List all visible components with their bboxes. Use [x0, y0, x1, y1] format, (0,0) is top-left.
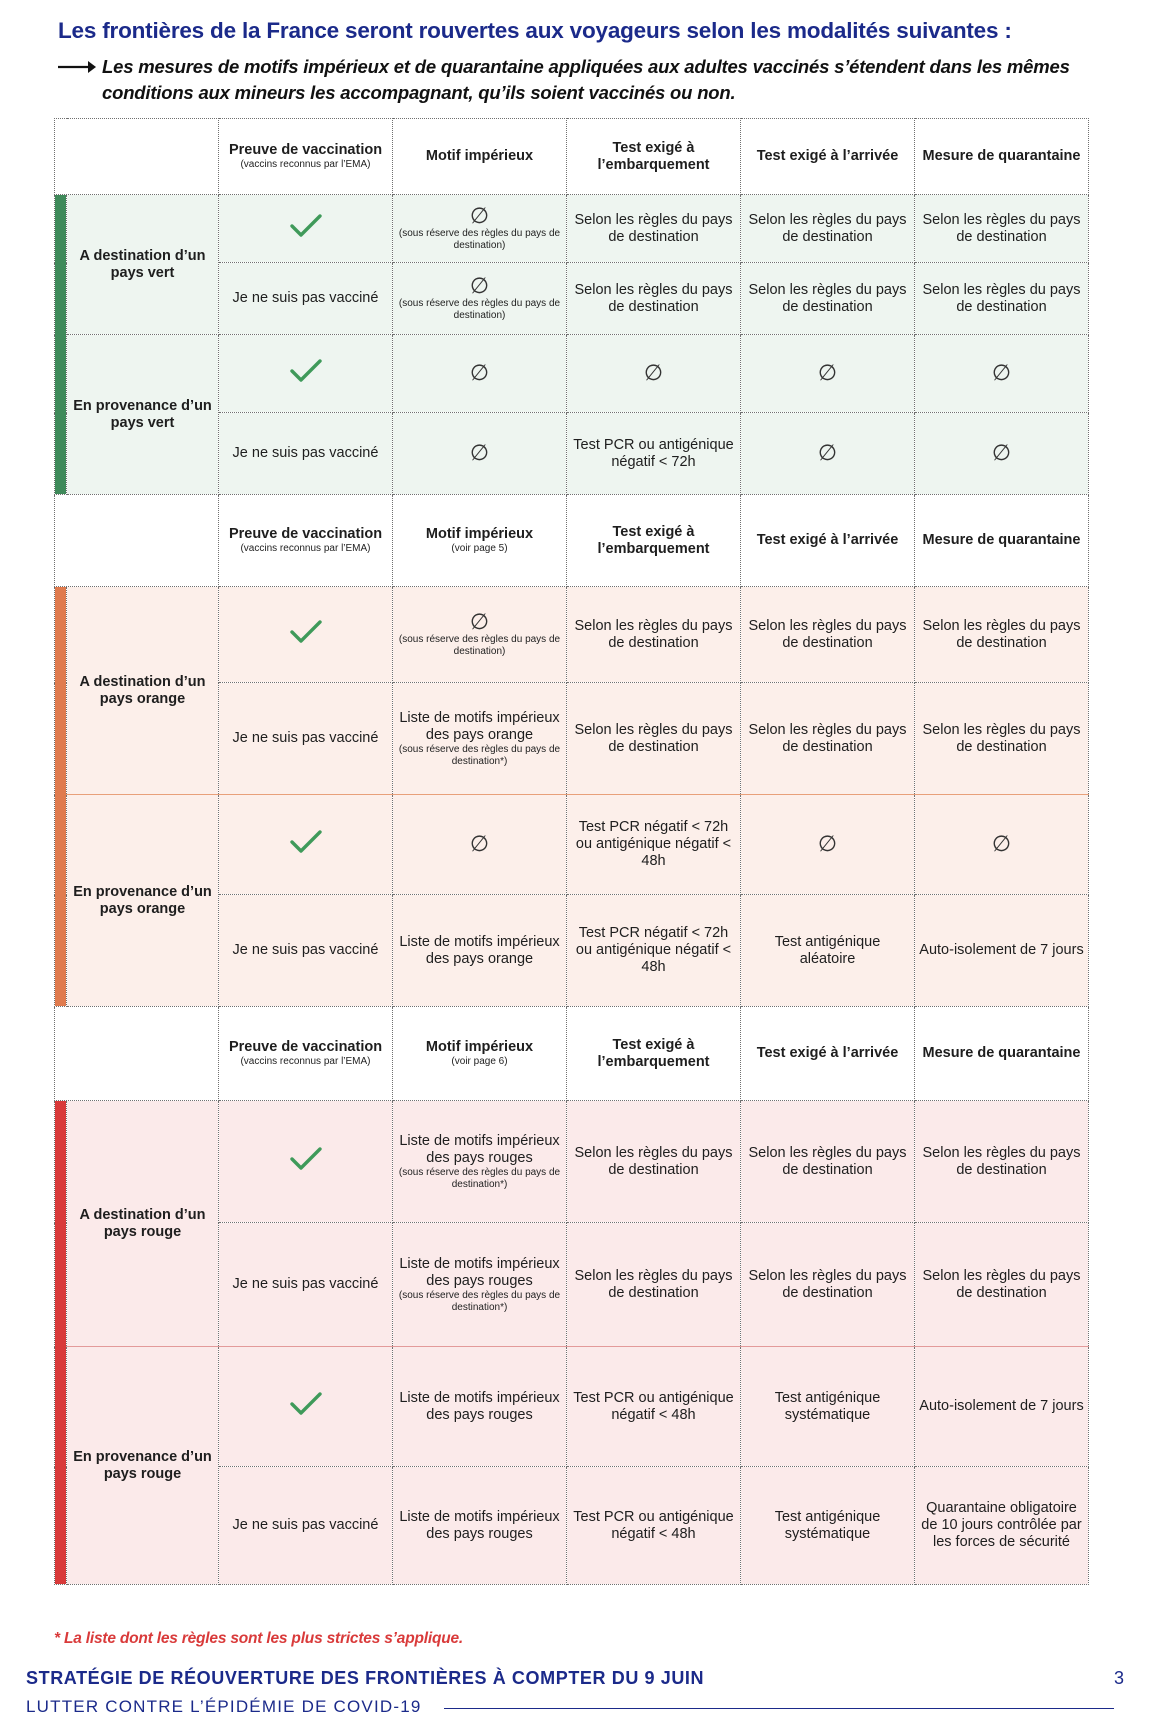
header-row-green — [55, 119, 1089, 195]
red-zone-stripe — [55, 1101, 67, 1585]
empty-set-icon: ∅ — [469, 203, 490, 228]
footer-title: STRATÉGIE DE RÉOUVERTURE DES FRONTIÈRES À COMPTER DU 9 JUIN — [26, 1668, 705, 1688]
subtitle-line-1: Les mesures de motifs impérieux et de quarantaine appliquées aux adultes vaccinés s’étendent dans les mêmes — [102, 56, 1070, 77]
empty-set-icon: ∅ — [469, 440, 490, 465]
header-vaccination-note: (vaccins reconnus par l’EMA) — [240, 159, 371, 170]
header-motif: Motif impérieux (voir page 6) — [393, 1007, 567, 1101]
check-icon — [289, 358, 323, 384]
header-quarantaine: Mesure de quarantaine — [915, 495, 1089, 587]
table-row: Je ne suis pas vacciné Liste de motifs impérieux des pays orange (sous réserve des règles du pays de destination*) Selon les règles du pays de destination Selon les règles du pays de destination Selon les règles du pays de destination — [55, 683, 1089, 795]
header-test-embarquement: Test exigé à l’embarquement — [567, 119, 741, 195]
table-row: Je ne suis pas vacciné Liste de motifs impérieux des pays rouges (sous réserve des règles du pays de destination*) Selon les règles du pays de destination Selon les règles du pays de destination Selon les règles du pays de destination — [55, 1223, 1089, 1347]
header-motif-note: (voir page 5) — [451, 543, 508, 554]
empty-set-icon: ∅ — [991, 440, 1012, 465]
header-row-orange — [55, 495, 1089, 587]
header-vaccination: Preuve de vaccination (vaccins reconnus par l’EMA) — [219, 119, 393, 195]
footnote: * La liste dont les règles sont les plus strictes s’applique. — [54, 1630, 464, 1647]
zone-green-provenance: En provenance d’un pays vert — [67, 335, 219, 495]
zone-red-provenance: En provenance d’un pays rouge — [67, 1347, 219, 1585]
check-icon — [289, 829, 323, 855]
empty-set-icon: ∅ — [991, 360, 1012, 385]
header-test-arrivee: Test exigé à l’arrivée — [741, 119, 915, 195]
empty-set-icon: ∅ — [469, 273, 490, 298]
table-row: A destination d’un pays orange ∅ (sous réserve des règles du pays de destination) Selon les règles du pays de destination Selon les règles du pays de destination Selon les règles du pays de destination — [55, 587, 1089, 683]
zone-red-destination: A destination d’un pays rouge — [67, 1101, 219, 1347]
header-test-arrivee: Test exigé à l’arrivée — [741, 1007, 915, 1101]
header-motif: Motif impérieux (voir page 5) — [393, 495, 567, 587]
check-icon — [289, 1146, 323, 1172]
empty-set-icon: ∅ — [469, 360, 490, 385]
empty-set-icon: ∅ — [817, 440, 838, 465]
check-icon — [289, 1391, 323, 1417]
table-row: Je ne suis pas vacciné ∅ (sous réserve des règles du pays de destination) Selon les règles du pays de destination Selon les règles du pays de destination Selon les règles du pays de destination — [55, 263, 1089, 335]
header-motif-note: (voir page 6) — [451, 1056, 508, 1067]
zone-orange-destination: A destination d’un pays orange — [67, 587, 219, 795]
empty-set-icon: ∅ — [469, 831, 490, 856]
reopening-table — [54, 118, 1089, 1585]
check-icon — [289, 213, 323, 239]
page-number: 3 — [1113, 1668, 1124, 1688]
orange-zone-stripe — [55, 587, 67, 1007]
header-test-embarquement: Test exigé à l’embarquement — [567, 495, 741, 587]
table-row: Je ne suis pas vacciné ∅ Test PCR ou antigénique négatif < 72h ∅ ∅ — [55, 413, 1089, 495]
header-test-embarquement: Test exigé à l’embarquement — [567, 1007, 741, 1101]
table-row: Je ne suis pas vacciné Liste de motifs impérieux des pays rouges Test PCR ou antigénique négatif < 48h Test antigénique systématique Quarantaine obligatoire de 10 jours contrôlée par les forces de sécurité — [55, 1467, 1089, 1585]
header-quarantaine: Mesure de quarantaine — [915, 1007, 1089, 1101]
page-title: Les frontières de la France seront rouvertes aux voyageurs selon les modalités suivantes : — [58, 18, 1012, 43]
empty-set-icon: ∅ — [817, 360, 838, 385]
empty-set-icon: ∅ — [991, 831, 1012, 856]
empty-set-icon: ∅ — [817, 831, 838, 856]
check-icon — [289, 619, 323, 645]
subtitle-line-2: conditions aux mineurs les accompagnant, qu’ils soient vaccinés ou non. — [102, 82, 736, 103]
table-row: En provenance d’un pays orange ∅ Test PCR négatif < 72h ou antigénique négatif < 48h ∅ ∅ — [55, 795, 1089, 895]
header-vaccination: Preuve de vaccination (vaccins reconnus par l’EMA) — [219, 1007, 393, 1101]
footer-divider — [444, 1708, 1114, 1709]
green-zone-stripe — [55, 195, 67, 495]
arrow-right-icon — [58, 58, 96, 76]
table-row: En provenance d’un pays rouge Liste de motifs impérieux des pays rouges Test PCR ou antigénique négatif < 48h Test antigénique systématique Auto-isolement de 7 jours — [55, 1347, 1089, 1467]
table-row: Je ne suis pas vacciné Liste de motifs impérieux des pays orange Test PCR négatif < 72h ou antigénique négatif < 48h Test antigénique aléatoire Auto-isolement de 7 jours — [55, 895, 1089, 1007]
empty-set-icon: ∅ — [643, 360, 664, 385]
header-test-arrivee: Test exigé à l’arrivée — [741, 495, 915, 587]
table-row: A destination d’un pays rouge Liste de motifs impérieux des pays rouges (sous réserve des règles du pays de destination*) Selon les règles du pays de destination Selon les règles du pays de destination Selon les règles du pays de destination — [55, 1101, 1089, 1223]
zone-green-destination: A destination d’un pays vert — [67, 195, 219, 335]
zone-orange-provenance: En provenance d’un pays orange — [67, 795, 219, 1007]
table-row: A destination d’un pays vert ∅ (sous réserve des règles du pays de destination) Selon les règles du pays de destination Selon les règles du pays de destination Selon les règles du pays de destination — [55, 195, 1089, 263]
header-vaccination: Preuve de vaccination (vaccins reconnus par l’EMA) — [219, 495, 393, 587]
empty-set-icon: ∅ — [469, 609, 490, 634]
header-motif: Motif impérieux — [393, 119, 567, 195]
header-row-red — [55, 1007, 1089, 1101]
table-row — [55, 335, 1089, 413]
footer-subtitle: LUTTER CONTRE L’ÉPIDÉMIE DE COVID-19 — [26, 1697, 422, 1716]
header-quarantaine: Mesure de quarantaine — [915, 119, 1089, 195]
